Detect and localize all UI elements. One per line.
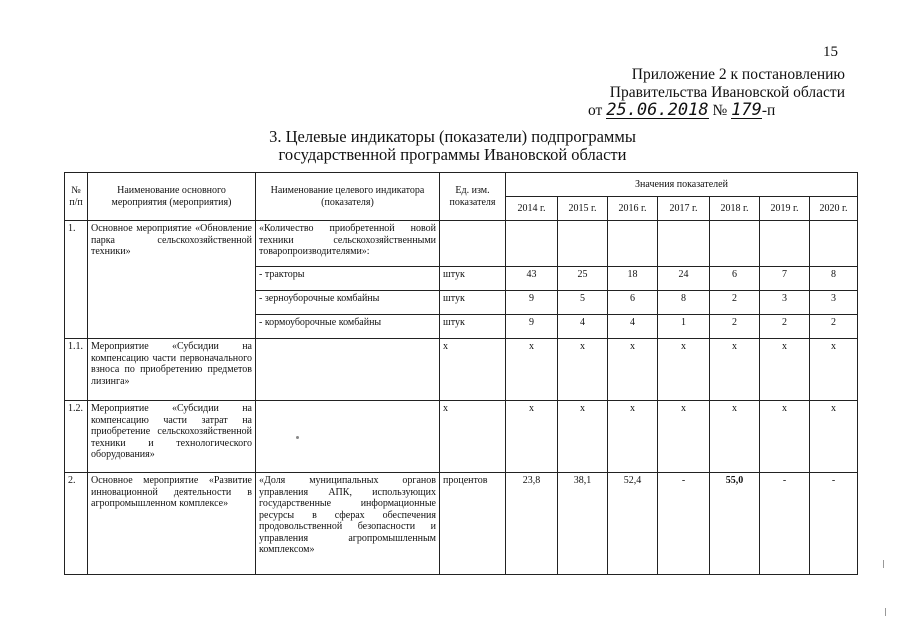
row-indicator: - тракторы (256, 267, 440, 291)
row-unit (440, 221, 506, 267)
value-cell (506, 221, 558, 267)
row-num: 1.1. (65, 339, 88, 401)
table-row (65, 339, 858, 401)
year-cell: 2018 г. (710, 197, 760, 221)
table-row (65, 221, 858, 267)
row-unit: процентов (440, 473, 506, 575)
row-indicator: - зерноуборочные комбайны (256, 291, 440, 315)
appendix-caption (610, 66, 845, 102)
row-indicator (256, 339, 440, 401)
table-row (65, 401, 858, 473)
row-indicator (256, 401, 440, 473)
header-values: Значения показателей (506, 173, 858, 197)
value-cell (658, 221, 710, 267)
value-cell: 55,0 (710, 473, 760, 575)
value-cell: - (810, 473, 858, 575)
value-cell (760, 221, 810, 267)
value-cell: х (558, 401, 608, 473)
value-cell: 3 (810, 291, 858, 315)
decree-line (588, 102, 775, 120)
value-cell: 38,1 (558, 473, 608, 575)
value-cell: х (710, 401, 760, 473)
row-unit: х (440, 401, 506, 473)
scan-mark (883, 560, 884, 568)
value-cell: х (608, 401, 658, 473)
value-cell: 43 (506, 267, 558, 291)
row-indicator: - кормоуборочные комбайны (256, 315, 440, 339)
row-event: Мероприятие «Субсидии на компенсацию части первоначального взноса по приобретению предметов лизинга» (88, 339, 256, 401)
value-cell: 24 (658, 267, 710, 291)
table-row (65, 473, 858, 575)
header-num: № п/п (65, 173, 88, 221)
value-cell: х (608, 339, 658, 401)
value-cell: 8 (810, 267, 858, 291)
value-cell: х (658, 401, 710, 473)
value-cell: 4 (608, 315, 658, 339)
value-cell: х (710, 339, 760, 401)
year-cell: 2019 г. (760, 197, 810, 221)
year-cell: 2020 г. (810, 197, 858, 221)
appendix-line-2: Правительства Ивановской области (609, 84, 845, 101)
value-cell: 2 (710, 315, 760, 339)
row-num: 1.2. (65, 401, 88, 473)
row-indicator: «Доля муниципальных органов управления АПК, использующих государственные информационные ресурсы в сферах обеспечения продовольственной безопасности и управления агропромышленным комплексом» (256, 473, 440, 575)
value-cell: 18 (608, 267, 658, 291)
decree-number-label: № (712, 102, 728, 119)
decree-number: 179 (731, 100, 762, 120)
value-cell: 52,4 (608, 473, 658, 575)
header-unit: Ед. изм. показателя (440, 173, 506, 221)
value-cell: 2 (710, 291, 760, 315)
value-cell: - (658, 473, 710, 575)
value-cell: х (506, 401, 558, 473)
value-cell: 2 (760, 315, 810, 339)
appendix-line-1: Приложение 2 к постановлению (631, 66, 845, 83)
row-unit: штук (440, 291, 506, 315)
value-cell (608, 221, 658, 267)
decree-suffix: -п (761, 102, 776, 119)
row-event: Основное мероприятие «Обновление парка сельскохозяйственной техники» (88, 221, 256, 339)
year-cell: 2015 г. (558, 197, 608, 221)
title-line-1: 3. Целевые индикаторы (показатели) подпрограммы (269, 127, 636, 146)
decree-prefix: от (588, 102, 603, 119)
year-cell: 2016 г. (608, 197, 658, 221)
value-cell: 23,8 (506, 473, 558, 575)
row-event: Основное мероприятие «Развитие инновационной деятельности в агропромышленном комплексе» (88, 473, 256, 575)
row-event: Мероприятие «Субсидии на компенсацию части затрат на приобретение сельскохозяйственной техники и технологического оборудования» (88, 401, 256, 473)
section-title (0, 128, 905, 164)
row-indicator: «Количество приобретенной новой техники сельскохозяйственными товаропроизводителями»: (256, 221, 440, 267)
value-cell: 5 (558, 291, 608, 315)
value-cell (558, 221, 608, 267)
value-cell: 9 (506, 315, 558, 339)
header-event: Наименование основного мероприятия (мероприятия) (88, 173, 256, 221)
value-cell: 3 (760, 291, 810, 315)
value-cell: 7 (760, 267, 810, 291)
value-cell: 6 (608, 291, 658, 315)
header-indicator: Наименование целевого индикатора (показателя) (256, 173, 440, 221)
value-cell (810, 221, 858, 267)
value-cell: х (506, 339, 558, 401)
value-cell: 9 (506, 291, 558, 315)
value-cell: 8 (658, 291, 710, 315)
value-cell: 4 (558, 315, 608, 339)
value-cell: х (658, 339, 710, 401)
header-row (65, 173, 858, 197)
value-cell: х (760, 401, 810, 473)
row-unit: штук (440, 315, 506, 339)
value-cell: х (810, 401, 858, 473)
value-cell: 2 (810, 315, 858, 339)
row-unit: штук (440, 267, 506, 291)
value-cell: 6 (710, 267, 760, 291)
value-cell (710, 221, 760, 267)
indicators-table (64, 172, 858, 575)
row-num: 1. (65, 221, 88, 339)
scan-speck (296, 436, 299, 439)
decree-date: 25.06.2018 (606, 100, 709, 120)
value-cell: х (760, 339, 810, 401)
value-cell: х (558, 339, 608, 401)
value-cell: 1 (658, 315, 710, 339)
value-cell: - (760, 473, 810, 575)
row-unit: х (440, 339, 506, 401)
page-number: 15 (823, 44, 838, 60)
value-cell: х (810, 339, 858, 401)
title-line-2: государственной программы Ивановской области (278, 145, 627, 164)
year-cell: 2017 г. (658, 197, 710, 221)
scan-mark (885, 608, 886, 616)
year-cell: 2014 г. (506, 197, 558, 221)
row-num: 2. (65, 473, 88, 575)
value-cell: 25 (558, 267, 608, 291)
